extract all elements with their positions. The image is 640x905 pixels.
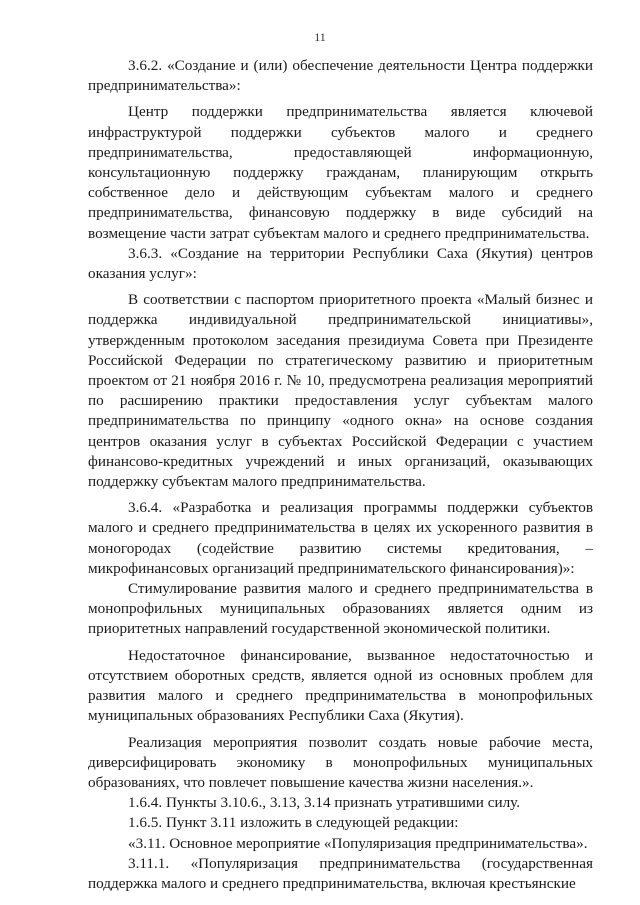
paragraph-insufficient-funding: Недостаточное финансирование, вызванное недостаточностью и отсутствием оборотных средств, является одной из основных проблем для развития малого и среднего предпринимательства в монопрофильных муниципальных образованиях Республики Саха (Якутия). [88, 646, 593, 725]
paragraph-priority-project: В соответствии с паспортом приоритетного проекта «Малый бизнес и поддержка индивидуальной предпринимательской инициативы», утвержденным протоколом заседания президиума Совета при Президенте Российской Федерации по стратегическому развитию и приоритетным проектом от 21 ноября 2016 г. № 10, предусмотрена реализация мероприятий по расширению практики предоставления услуг субъектам малого предпринимательства по принципу «одного окна» на основе создания центров оказания услуг в субъектах Российской Федерации с участием финансово-кредитных учреждений и иных организаций, оказывающих поддержку субъектам малого предпринимательства. [88, 291, 593, 491]
paragraph-center-support: Центр поддержки предпринимательства является ключевой инфраструктурой поддержки субъектов малого и среднего предпринимательства, предоставляющей информационную, консультационную поддержку гражданам, планирующим открыть собственное дело и действующим субъектам малого и среднего предпринимательства, финансовую поддержку в виде субсидий на возмещение части затрат субъектам малого и среднего предпринимательства. [88, 103, 593, 242]
paragraph-3-6-2-heading: 3.6.2. «Создание и (или) обеспечение деятельности Центра поддержки предпринимательства»: [88, 57, 593, 95]
paragraph-1-6-5: 1.6.5. Пункт 3.11 изложить в следующей редакции: [128, 814, 459, 832]
paragraph-1-6-4: 1.6.4. Пункты 3.10.6., 3.13, 3.14 признать утратившими силу. [128, 794, 521, 812]
paragraph-3-6-4-heading: 3.6.4. «Разработка и реализация программы поддержки субъектов малого и среднего предпринимательства в целях их ускоренного развития в моногородах (содействие развитию системы кредитования, – микрофинансовых организаций предпринимательского финансирования)»: [88, 499, 593, 577]
paragraph-3-6-3-heading: 3.6.3. «Создание на территории Республики Саха (Якутия) центров оказания услуг»: [88, 244, 593, 283]
paragraph-stimulation: Стимулирование развития малого и среднего предпринимательства в монопрофильных муниципальных образованиях является одним из приоритетных направлений государственной экономической политики. [88, 580, 593, 638]
paragraph-3-11-1: 3.11.1. «Популяризация предпринимательства (государственная поддержка малого и среднего предпринимательства, включая крестьянские [88, 854, 593, 892]
paragraph-3-11-heading: «3.11. Основное мероприятие «Популяризация предпринимательства». [128, 834, 588, 852]
page-number: 11 [314, 30, 326, 44]
paragraph-implementation: Реализация мероприятия позволит создать новые рабочие места, диверсифицировать экономику в монопрофильных муниципальных образованиях, что повлечет повышение качества жизни населения.». [88, 733, 593, 791]
document-body [88, 56, 593, 894]
